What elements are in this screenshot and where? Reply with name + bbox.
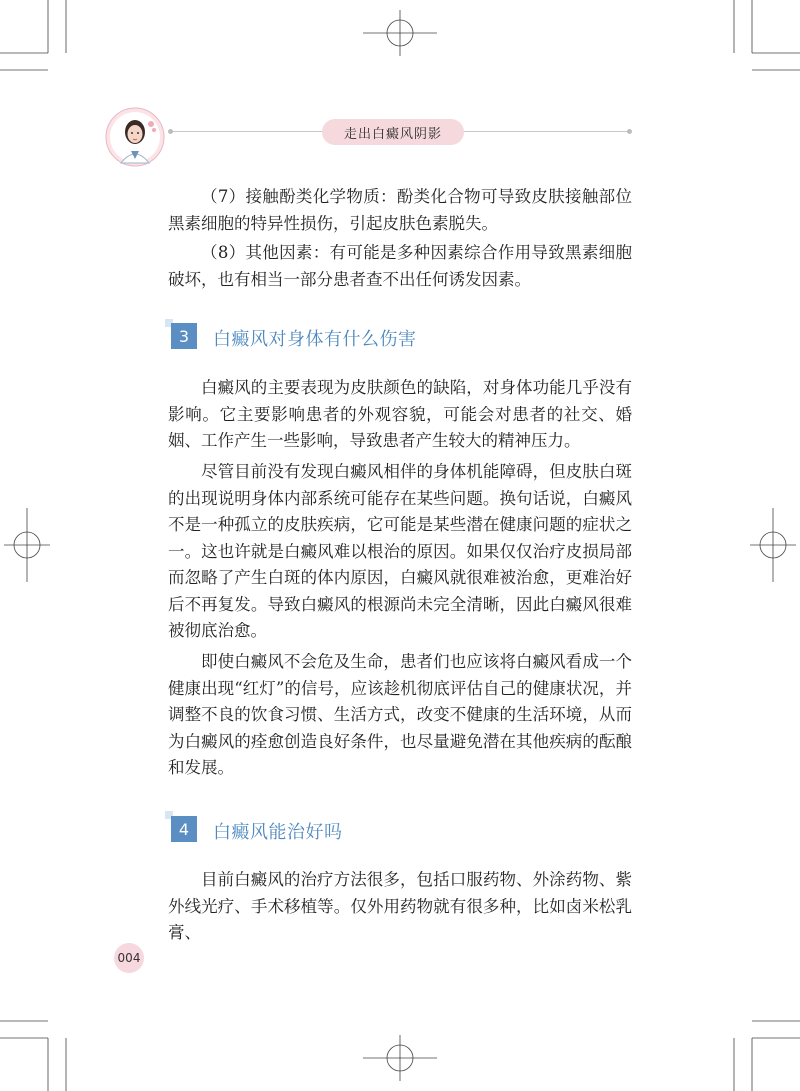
paragraph-8: （8）其他因素：有可能是多种因素综合作用导致黑素细胞破坏，也有相当一部分患者查不出任何诱发因素。: [168, 243, 632, 289]
section-3-title: 白癜风对身体有什么伤害: [213, 329, 417, 350]
section-3-paragraph: 即使白癜风不会危及生命，患者们也应该将白癜风看成一个健康出现“红灯”的信号，应该趁机彻底评估自己的健康状况，并调整不良的饮食习惯、生活方式，改变不健康的生活环境，从而为白癜风的痊愈创造良好条件，也尽量避免潜在其他疾病的酝酿和发展。: [168, 652, 632, 777]
page-number: 004: [114, 943, 144, 973]
section-4-title: 白癜风能治好吗: [213, 822, 343, 843]
header-rule-dot-left: [168, 129, 173, 134]
header-rule-dot-right: [627, 129, 632, 134]
paragraph-7: （7）接触酚类化学物质：酚类化合物可导致皮肤接触部位黑素细胞的特异性损伤，引起皮肤色素脱失。: [168, 187, 632, 233]
section-4-paragraph: 目前白癜风的治疗方法很多，包括口服药物、外涂药物、紫外线光疗、手术移植等。仅外用药物就有很多种，比如卤米松乳膏、: [168, 870, 632, 942]
doctor-avatar-icon: [105, 107, 165, 167]
section-4-number: 4: [171, 816, 197, 842]
running-title: 走出白癜风阴影: [322, 119, 464, 145]
section-3-paragraph: 白癜风的主要表现为皮肤颜色的缺陷，对身体功能几乎没有影响。它主要影响患者的外观容貌，可能会对患者的社交、婚姻、工作产生一些影响，导致患者产生较大的精神压力。: [168, 378, 632, 450]
section-3-paragraph: 尽管目前没有发现白癜风相伴的身体机能障碍，但皮肤白斑的出现说明身体内部系统可能存在某些问题。换句话说，白癜风不是一种孤立的皮肤疾病，它可能是某些潜在健康问题的症状之一。这也许就是白癜风难以根治的原因。如果仅仅治疗皮损局部而忽略了产生白斑的体内原因，白癜风就很难被治愈，更难治好后不再复发。导致白癜风的根源尚未完全清晰，因此白癜风很难被彻底治愈。: [168, 462, 632, 640]
section-3-number: 3: [171, 323, 197, 349]
